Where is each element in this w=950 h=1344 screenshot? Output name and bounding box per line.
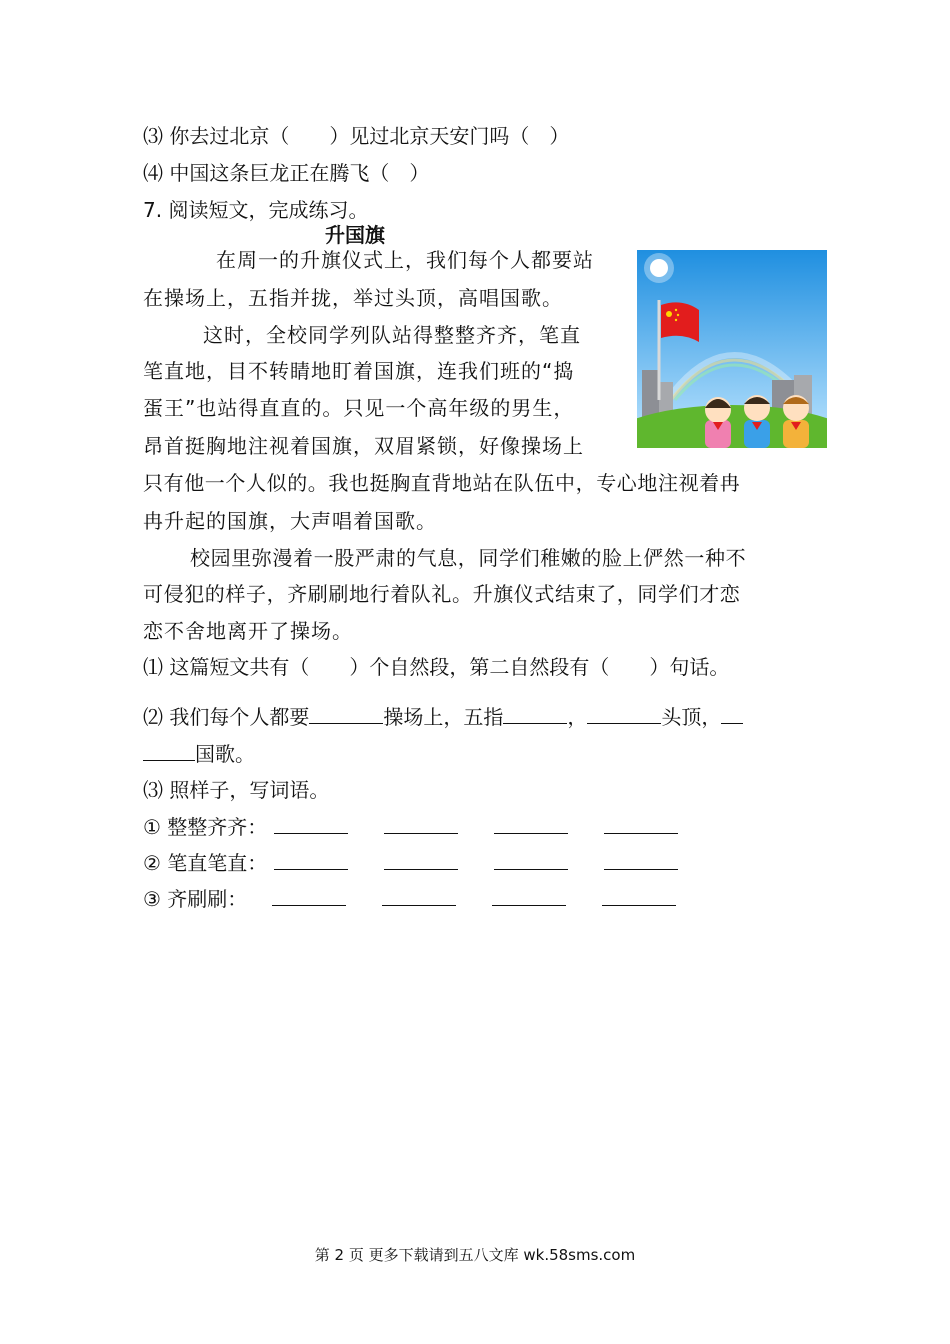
p2-line5: 只有他一个人似的。我也挺胸直背地站在队伍中，专心地注视着冉 [143, 471, 741, 495]
p2-line3: 蛋王”也站得直直的。只见一个高年级的男生， [143, 396, 575, 420]
q2-text-b: 操场上，五指 [383, 705, 504, 729]
word-blank[interactable] [382, 885, 456, 906]
page-footer: 第 2 页 更多下载请到五八文库 wk.58sms.com [314, 1246, 636, 1264]
p2-line2: 笔直地，目不转睛地盯着国旗，连我们班的“捣 [143, 359, 575, 383]
word-row-2 [143, 845, 714, 881]
question-4: ⑷ 中国这条巨龙正在腾飞（ ） [143, 161, 430, 185]
p1-line2: 在操场上，五指并拢，举过头顶，高唱国歌。 [143, 286, 563, 310]
q2-text-c: ， [567, 705, 588, 729]
q2-blank-1[interactable] [309, 701, 383, 724]
word-row-1 [143, 809, 714, 845]
sun-icon [644, 253, 674, 283]
word-blank[interactable] [604, 813, 678, 834]
exercise-q1: ⑴ 这篇短文共有（ ）个自然段，第二自然段有（ ）句话。 [143, 655, 730, 679]
article-title: 升国旗 [325, 223, 385, 247]
q2-text-a: ⑵ 我们每个人都要 [143, 705, 310, 729]
q2-blank-4[interactable] [721, 701, 743, 724]
p3-line2: 可侵犯的样子，齐刷刷地行着队礼。升旗仪式结束了，同学们才恋 [143, 582, 741, 606]
exercise-q2 [143, 699, 743, 735]
section-heading: 7. 阅读短文，完成练习。 [143, 198, 369, 222]
word-blank[interactable] [604, 849, 678, 870]
word-blank[interactable] [384, 813, 458, 834]
q2-text-d: 头顶， [661, 705, 722, 729]
q2-blank-2[interactable] [503, 701, 567, 724]
word-blank[interactable] [274, 813, 348, 834]
p2-line6: 冉升起的国旗，大声唱着国歌。 [143, 509, 437, 533]
q2-text-e: 国歌。 [195, 742, 255, 766]
flag-raising-illustration [637, 250, 827, 448]
word-blank[interactable] [494, 813, 568, 834]
word-blank[interactable] [602, 885, 676, 906]
word-blank[interactable] [494, 849, 568, 870]
p2-line1: 这时，全校同学列队站得整整齐齐，笔直 [203, 323, 581, 347]
word-blank[interactable] [272, 885, 346, 906]
word-label-1: ① 整整齐齐： [143, 815, 268, 839]
exercise-q3: ⑶ 照样子，写词语。 [143, 778, 330, 802]
exercise-q2-cont [143, 736, 255, 772]
question-3: ⑶ 你去过北京（ ）见过北京天安门吗（ ） [143, 124, 570, 148]
p2-line4: 昂首挺胸地注视着国旗，双眉紧锁，好像操场上 [143, 434, 584, 458]
word-blank[interactable] [492, 885, 566, 906]
word-row-3 [143, 881, 712, 917]
word-blank[interactable] [384, 849, 458, 870]
q2-blank-5[interactable] [143, 738, 195, 761]
p1-line1: 在周一的升旗仪式上，我们每个人都要站 [216, 248, 594, 272]
p3-line1: 校园里弥漫着一股严肃的气息，同学们稚嫩的脸上俨然一种不 [190, 546, 747, 570]
p3-line3: 恋不舍地离开了操场。 [143, 619, 353, 643]
children-saluting-illustration [705, 395, 809, 448]
q2-blank-3[interactable] [587, 701, 661, 724]
word-label-3: ③ 齐刷刷： [143, 887, 248, 911]
word-label-2: ② 笔直笔直： [143, 851, 268, 875]
word-blank[interactable] [274, 849, 348, 870]
